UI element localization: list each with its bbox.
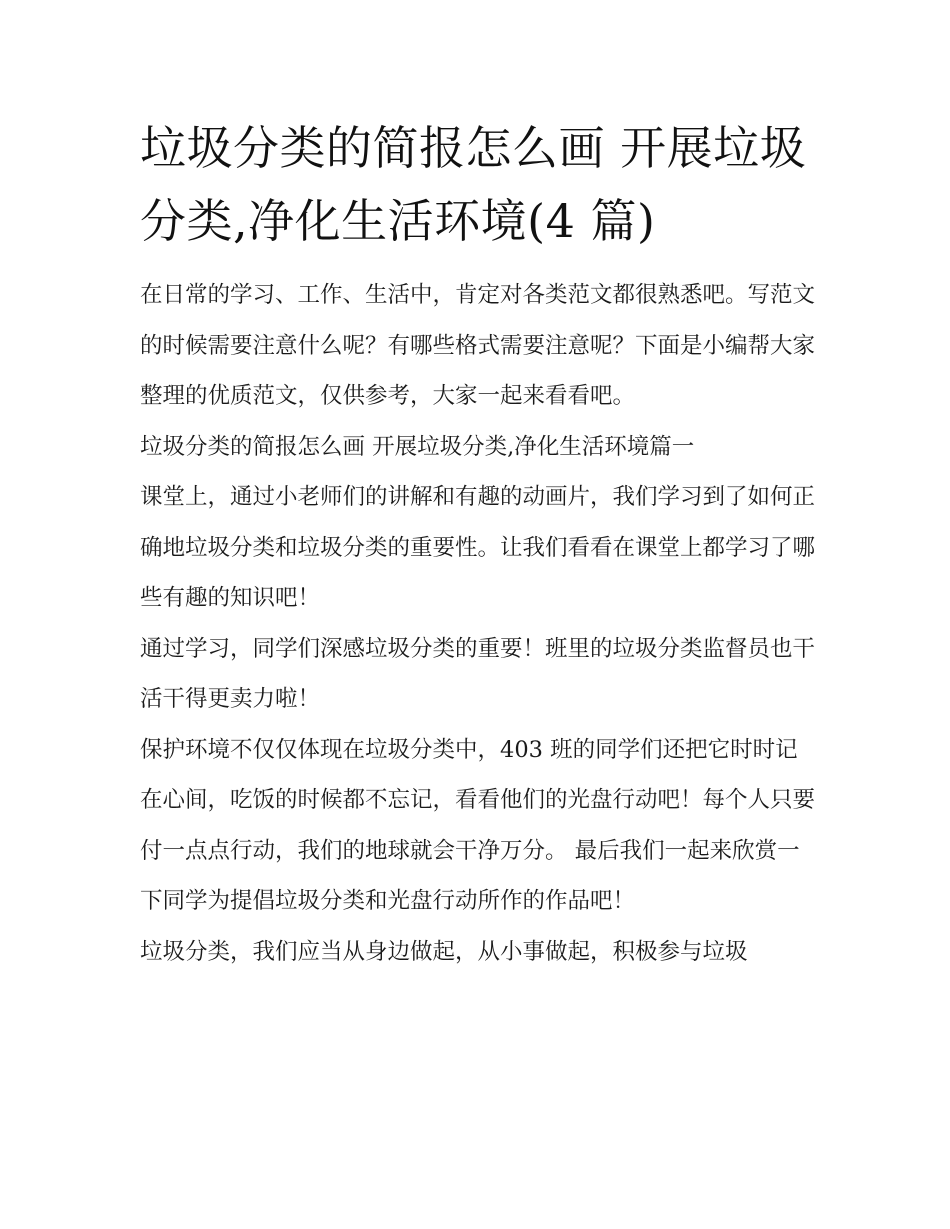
body-paragraph: 课堂上，通过小老师们的讲解和有趣的动画片，我们学习到了如何正确地垃圾分类和垃圾分类的重要性。让我们看看在课堂上都学习了哪些有趣的知识吧！ xyxy=(140,484,816,611)
body-paragraph: 垃圾分类，我们应当从身边做起，从小事做起，积极参与垃圾 xyxy=(140,938,748,965)
document-page xyxy=(140,112,820,977)
intro-paragraph: 在日常的学习、工作、生活中，肯定对各类范文都很熟悉吧。写范文的时候需要注意什么呢？有哪些格式需要注意呢？下面是小编帮大家整理的优质范文，仅供参考，大家一起来看看吧。 xyxy=(140,282,816,409)
body-paragraph: 保护环境不仅仅体现在垃圾分类中，403 班的同学们还把它时时记在心间，吃饭的时候都不忘记，看看他们的光盘行动吧！每个人只要付一点点行动，我们的地球就会干净万分。 最后我们一起来欣赏一下同学为提倡垃圾分类和光盘行动所作的作品吧！ xyxy=(140,736,816,914)
document-body xyxy=(140,270,820,977)
document-title: 垃圾分类的简报怎么画 开展垃圾分类,净化生活环境(4 篇) xyxy=(140,121,807,248)
body-paragraph: 通过学习，同学们深感垃圾分类的重要！班里的垃圾分类监督员也干活干得更卖力啦！ xyxy=(140,635,816,712)
section-heading: 垃圾分类的简报怎么画 开展垃圾分类,净化生活环境篇一 xyxy=(140,433,695,460)
